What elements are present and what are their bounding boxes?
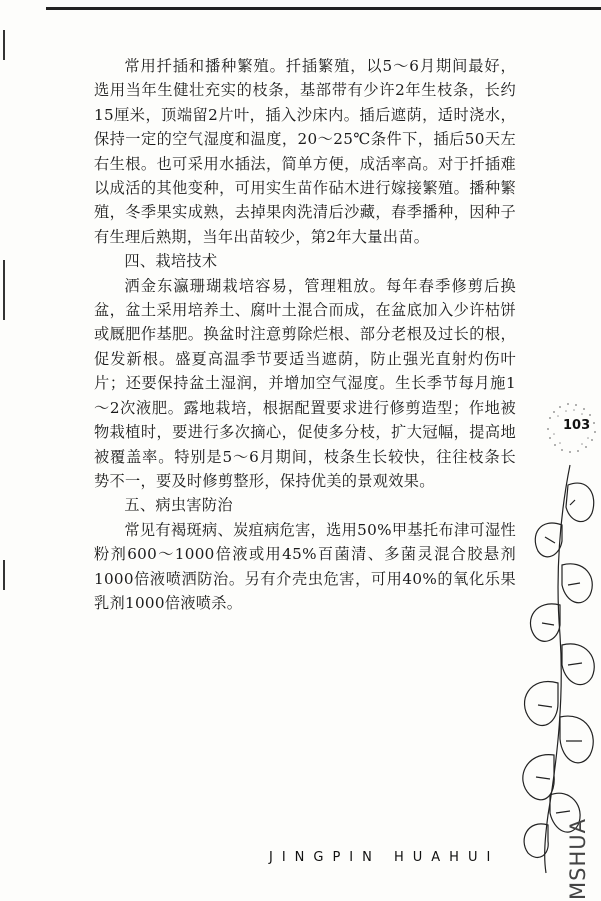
top-rule (46, 7, 601, 10)
page-edge-mark (3, 30, 5, 60)
paragraph-cultivation: 洒金东瀛珊瑚栽培容易，管理粗放。每年春季修剪后换盆，盆土采用培养土、腐叶土混合而成，在盆底加入少许枯饼或厩肥作基肥。换盆时注意剪除烂根、部分老根及过长的根，促发新根。盛夏高温季节要适当遮荫，防止强光直射灼伤叶片；还要保持盆土湿润，并增加空气湿度。生长季节每月施1～2次液肥。露地栽培，根据配置要求进行修剪造型；作地被物栽植时，要进行多次摘心，促使多分枝，扩大冠幅，提高地被覆盖率。特别是5～6月期间，枝条生长较快，往往枝条长势不一，要及时修剪整形，保持优美的景观效果。 (94, 276, 516, 490)
paragraph-propagation: 常用扦插和播种繁殖。扦插繁殖，以5～6月期间最好，选用当年生健壮充实的枝条，基部带有少许2年生枝条，长约15厘米，顶端留2片叶，插入沙床内。插后遮荫，适时浇水，保持一定的空气湿度和温度，20～25℃条件下，插后50天左右生根。也可采用水插法，简单方便，成活率高。对于扦插难以成活的其他变种，可用实生苗作砧木进行嫁接繁殖。播种繁殖，冬季果实成熟，去掉果肉洗清后沙藏，春季播种，因种子有生理后熟期，当年出苗较少，第2年大量出苗。 (94, 57, 516, 246)
section-heading-cultivation: 四、栽培技术 (124, 252, 218, 271)
page-edge-mark (3, 560, 5, 590)
footer-series-title: JINGPIN HUAHUI (269, 850, 500, 865)
watermark: MSHUA (566, 818, 590, 900)
section-heading-pest-control: 五、病虫害防治 (124, 496, 233, 515)
page-edge-mark (3, 260, 5, 320)
page-number: 103 (563, 418, 591, 433)
body-text (94, 54, 516, 615)
plant-illustration (500, 455, 601, 875)
paragraph-pest-control: 常见有褐斑病、炭疽病危害，选用50%甲基托布津可湿性粉剂600～1000倍液或用45%百菌清、多菌灵混合胶悬剂1000倍液喷洒防治。另有介壳虫危害，可用40%的氧化乐果乳剂1000倍液喷杀。 (94, 520, 516, 612)
